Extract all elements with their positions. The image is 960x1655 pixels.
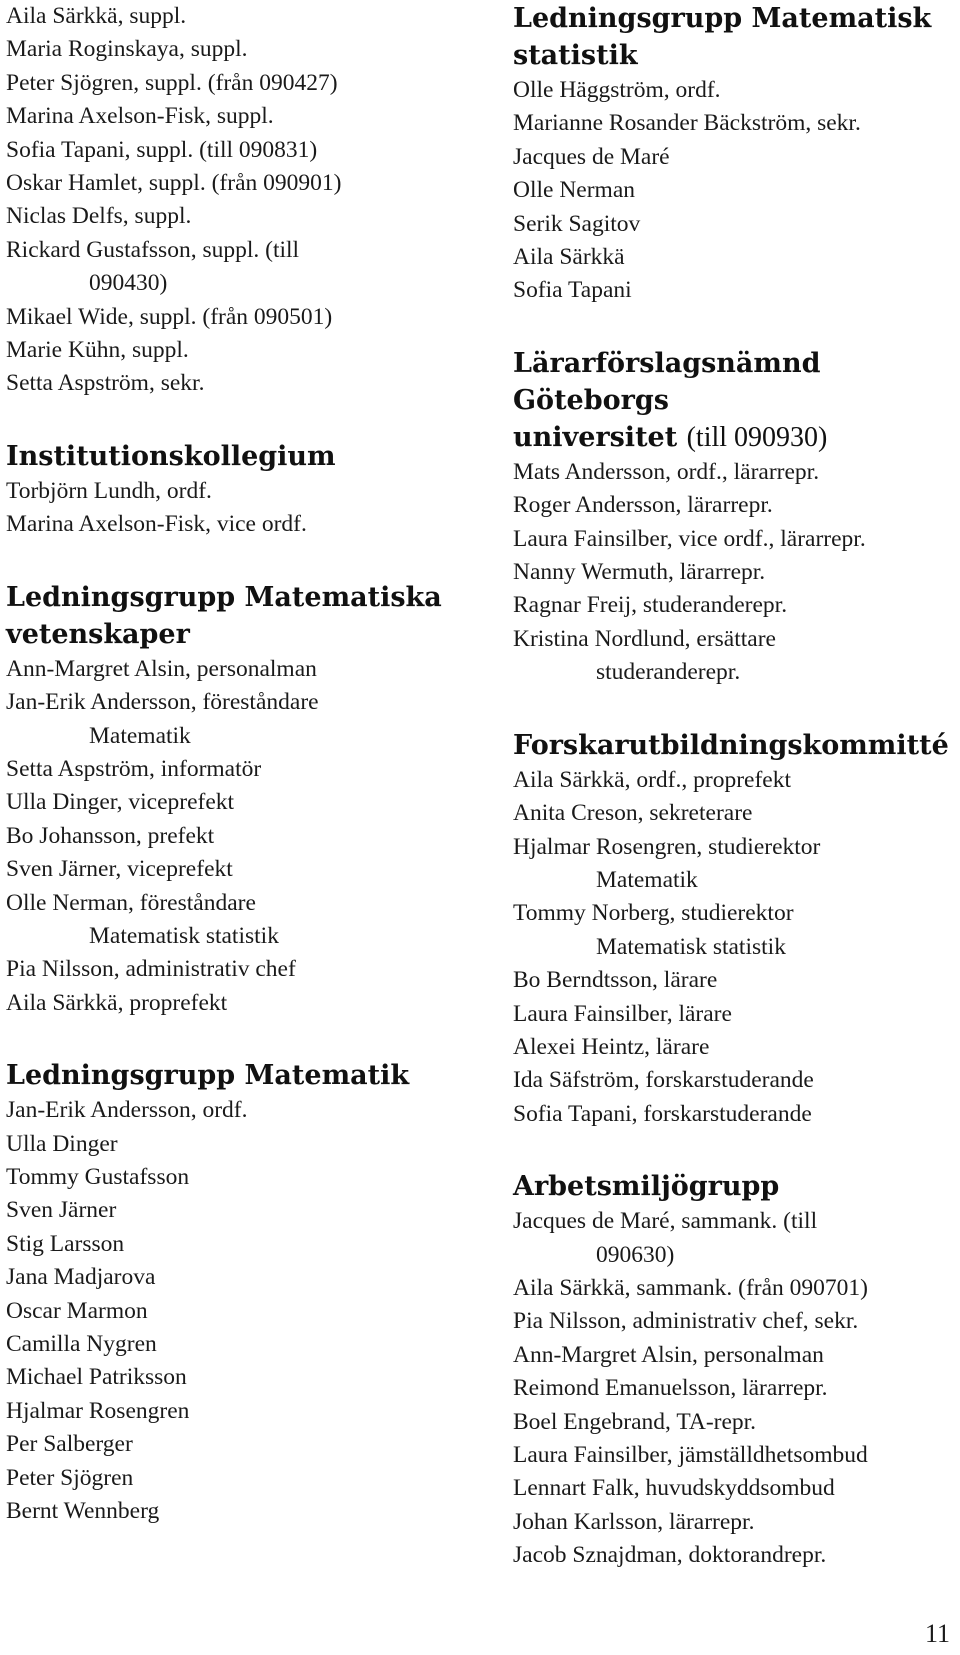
list-item-continuation: 090630): [596, 1241, 675, 1268]
list-item: Camilla Nygren: [6, 1331, 157, 1357]
list-item: Oskar Hamlet, suppl. (från 090901): [6, 170, 342, 197]
list-item: Mats Andersson, ordf., lärarrepr.: [513, 458, 820, 485]
list-item: Bo Johansson, prefekt: [6, 822, 215, 849]
page-number: 11: [924, 1619, 950, 1648]
heading-date-note: (till 090930): [686, 421, 828, 453]
section-gap: [6, 401, 476, 438]
list-item-continuation: studeranderepr.: [596, 659, 741, 686]
section-ledningsgrupp-matematik: [6, 1057, 476, 1528]
list-item: Peter Sjögren, suppl. (från 090427): [6, 69, 338, 96]
section-heading-continuation: vetenskaper: [6, 618, 190, 650]
list-item: Aila Särkkä: [513, 244, 625, 271]
list-item: Nanny Wermuth, lärarrepr.: [513, 559, 766, 586]
section-heading: Ledningsgrupp Matematisk: [513, 3, 932, 34]
section-institutionskollegium: [6, 438, 476, 542]
list-item: Sofia Tapani, forskarstuderande: [513, 1100, 812, 1127]
list-item: Sofia Tapani, suppl. (till 090831): [6, 136, 318, 163]
list-item: Mikael Wide, suppl. (från 090501): [6, 303, 333, 330]
list-item: Jan-Erik Andersson, föreståndare: [6, 689, 319, 716]
list-item: Setta Aspström, sekr.: [6, 370, 205, 397]
list-item: Peter Sjögren: [6, 1464, 134, 1491]
list-item: Ulla Dinger: [6, 1130, 118, 1157]
list-item: Marianne Rosander Bäckström, sekr.: [513, 110, 861, 137]
list-item: Olle Nerman: [513, 177, 636, 204]
list-item: Lennart Falk, huvudskyddsombud: [513, 1475, 835, 1502]
list-item: Marina Axelson-Fisk, vice ordf.: [6, 511, 307, 538]
section-lararforslagsnamnd: [513, 345, 953, 690]
list-item-continuation: Matematik: [596, 866, 698, 893]
list-item: Aila Särkkä, sammank. (från 090701): [513, 1274, 869, 1301]
list-item: Sven Järner: [6, 1197, 117, 1224]
list-item: Ulla Dinger, viceprefekt: [6, 789, 235, 816]
list-item: Anita Creson, sekreterare: [513, 800, 753, 827]
section-heading: Arbetsmiljögrupp: [513, 1171, 780, 1203]
list-item: Ann-Margret Alsin, personalman: [513, 1341, 824, 1368]
list-item: Hjalmar Rosengren, studierektor: [513, 833, 821, 860]
left-column: [6, 0, 476, 1528]
list-item: Sven Järner, viceprefekt: [6, 856, 233, 883]
list-item-continuation: Matematisk statistik: [596, 933, 786, 960]
list-item: Ragnar Freij, studeranderepr.: [513, 592, 788, 619]
list-item: Laura Fainsilber, lärare: [513, 1000, 732, 1027]
list-item: Setta Aspström, informatör: [6, 755, 262, 782]
list-item: Aila Särkkä, proprefekt: [6, 989, 228, 1016]
section-gap: [513, 1131, 953, 1168]
list-item: Jacob Sznajdman, doktorandrepr.: [513, 1542, 827, 1569]
list-item: Alexei Heintz, lärare: [513, 1033, 710, 1060]
list-item: Niclas Delfs, suppl.: [6, 203, 192, 230]
list-item: Oscar Marmon: [6, 1297, 148, 1324]
list-item: Olle Häggström, ordf.: [513, 77, 721, 103]
section-heading: Ledningsgrupp Matematiska: [6, 581, 442, 613]
section-gap: [6, 1020, 476, 1057]
list-item: Stig Larsson: [6, 1230, 125, 1257]
list-item: Johan Karlsson, lärarrepr.: [513, 1508, 755, 1535]
section-heading: Forskarutbildningskommitté: [513, 729, 949, 761]
section-gap: [6, 542, 476, 579]
list-item: Jacques de Maré: [513, 143, 670, 170]
list-item: Bo Berndtsson, lärare: [513, 967, 718, 994]
list-item: Olle Nerman, föreståndare: [6, 889, 256, 916]
list-item-continuation: 090430): [89, 270, 168, 297]
section-gap: [513, 308, 953, 345]
list-item-continuation: Matematik: [89, 722, 191, 749]
list-item: Boel Engebrand, TA-repr.: [513, 1408, 757, 1435]
suppleant-list: [6, 0, 476, 401]
list-item: Pia Nilsson, administrativ chef: [6, 956, 296, 983]
section-forskarutbildningskommitte: [513, 727, 953, 1131]
list-item: Ida Säfström, forskarstuderande: [513, 1067, 814, 1094]
right-column: [513, 0, 953, 1573]
list-item: Sofia Tapani: [513, 277, 632, 304]
section-heading: Ledningsgrupp Matematik: [6, 1060, 410, 1092]
list-item: Laura Fainsilber, jämställdhetsombud: [513, 1442, 868, 1468]
section-gap: [513, 690, 953, 727]
list-item: Jacques de Maré, sammank. (till: [513, 1208, 818, 1235]
heading-text: universitet: [513, 421, 678, 453]
list-item: Roger Andersson, lärarrepr.: [513, 492, 773, 519]
list-item: Hjalmar Rosengren: [6, 1397, 190, 1424]
list-item: Torbjörn Lundh, ordf.: [6, 477, 212, 504]
list-item: Serik Sagitov: [513, 210, 641, 237]
list-item: Jana Madjarova: [6, 1264, 156, 1291]
list-item: Maria Roginskaya, suppl.: [6, 36, 248, 63]
list-item: Marie Kühn, suppl.: [6, 337, 189, 364]
section-ledningsgrupp-statistik: [513, 0, 953, 308]
list-item: Laura Fainsilber, vice ordf., lärarrepr.: [513, 525, 866, 552]
list-item: Marina Axelson-Fisk, suppl.: [6, 103, 274, 130]
section-ledningsgrupp-matematiska: [6, 579, 476, 1020]
list-item: Tommy Norberg, studierektor: [513, 900, 794, 927]
list-item: Per Salberger: [6, 1431, 133, 1458]
list-item: Rickard Gustafsson, suppl. (till: [6, 236, 300, 263]
list-item: Michael Patriksson: [6, 1364, 187, 1391]
list-item: Ann-Margret Alsin, personalman: [6, 655, 317, 682]
list-item: Bernt Wennberg: [6, 1498, 160, 1525]
list-item: Pia Nilsson, administrativ chef, sekr.: [513, 1308, 859, 1335]
list-item: Kristina Nordlund, ersättare: [513, 625, 776, 652]
list-item: Aila Särkkä, suppl.: [6, 3, 187, 29]
list-item: Aila Särkkä, ordf., proprefekt: [513, 766, 791, 793]
section-heading: Institutionskollegium: [6, 440, 336, 472]
section-heading-continuation: statistik: [513, 40, 638, 71]
list-item: Tommy Gustafsson: [6, 1163, 190, 1190]
list-item: Jan-Erik Andersson, ordf.: [6, 1097, 248, 1124]
section-heading: Lärarförslagsnämnd Göteborgs: [513, 347, 821, 416]
section-heading-continuation: [513, 419, 953, 456]
list-item: Reimond Emanuelsson, lärarrepr.: [513, 1375, 828, 1402]
section-arbetsmiljogrupp: [513, 1168, 953, 1572]
list-item-continuation: Matematisk statistik: [89, 922, 279, 949]
